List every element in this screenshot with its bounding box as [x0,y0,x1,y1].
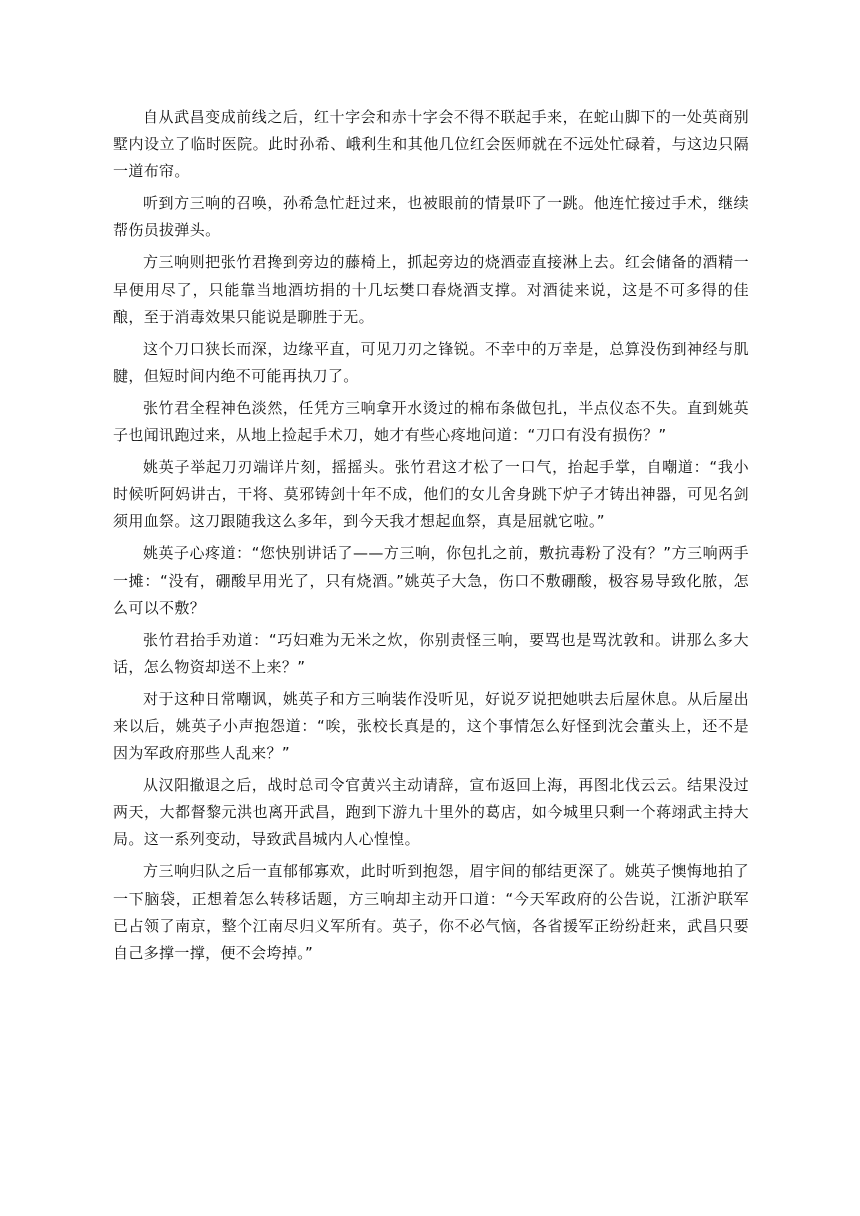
paragraph: 方三响则把张竹君搀到旁边的藤椅上，抓起旁边的烧酒壶直接淋上去。红会储备的酒精一早便用尽了，只能靠当地酒坊捐的十几坛樊口春烧酒支撑。对酒徒来说，这是不可多得的佳酿，至于消毒效果只能说是聊胜于无。 [113,253,749,326]
paragraph: 对于这种日常嘲讽，姚英子和方三响装作没听见，好说歹说把她哄去后屋休息。从后屋出来以后，姚英子小声抱怨道：“唉，张校长真是的，这个事情怎么好怪到沈会董头上，还不是因为军政府那些人乱来？” [113,689,749,763]
paragraph: 姚英子心疼道：“您快别讲话了——方三响，你包扎之前，敷抗毒粉了没有？”方三响两手一摊：“没有，硼酸早用光了，只有烧酒。”姚英子大急，伤口不敷硼酸，极容易导致化脓，怎么可以不敷？ [113,544,749,617]
body-text [113,104,749,972]
paragraph: 听到方三响的召唤，孙希急忙赶过来，也被眼前的情景吓了一跳。他连忙接过手术，继续帮伤员拔弹头。 [113,194,749,240]
paragraph: 自从武昌变成前线之后，红十字会和赤十字会不得不联起手来，在蛇山脚下的一处英商别墅内设立了临时医院。此时孙希、峨利生和其他几位红会医师就在不远处忙碌着，与这边只隔一道布帘。 [113,108,749,181]
paragraph: 方三响归队之后一直郁郁寡欢，此时听到抱怨，眉宇间的郁结更深了。姚英子懊悔地拍了一下脑袋，正想着怎么转移话题，方三响却主动开口道：“今天军政府的公告说，江浙沪联军已占领了南京，整个江南尽归义军所有。英子，你不必气恼，各省援军正纷纷赶来，武昌只要自己多撑一撑，便不会垮掉。” [113,862,749,962]
paragraph: 姚英子举起刀刃端详片刻，摇摇头。张竹君这才松了一口气，抬起手掌，自嘲道：“我小时候听阿妈讲古，干将、莫邪铸剑十年不成，他们的女儿舍身跳下炉子才铸出神器，可见名剑须用血祭。这刀跟随我这么多年，到今天我才想起血祭，真是屈就它啦。” [113,458,749,531]
paragraph: 从汉阳撤退之后，战时总司令官黄兴主动请辞，宣布返回上海，再图北伐云云。结果没过两天，大都督黎元洪也离开武昌，跑到下游九十里外的葛店，如今城里只剩一个蒋翊武主持大局。这一系列变动，导致武昌城内人心惶惶。 [113,776,749,849]
paragraph: 张竹君抬手劝道：“巧妇难为无米之炊，你别责怪三响，要骂也是骂沈敦和。讲那么多大话，怎么物资却送不上来？” [113,630,749,676]
paragraph: 张竹君全程神色淡然，任凭方三响拿开水烫过的棉布条做包扎，半点仪态不失。直到姚英子也闻讯跑过来，从地上捡起手术刀，她才有些心疼地问道：“刀口有没有损伤？” [113,398,749,445]
paragraph: 这个刀口狭长而深，边缘平直，可见刀刃之锋锐。不幸中的万幸是，总算没伤到神经与肌腱，但短时间内绝不可能再执刀了。 [113,339,749,385]
